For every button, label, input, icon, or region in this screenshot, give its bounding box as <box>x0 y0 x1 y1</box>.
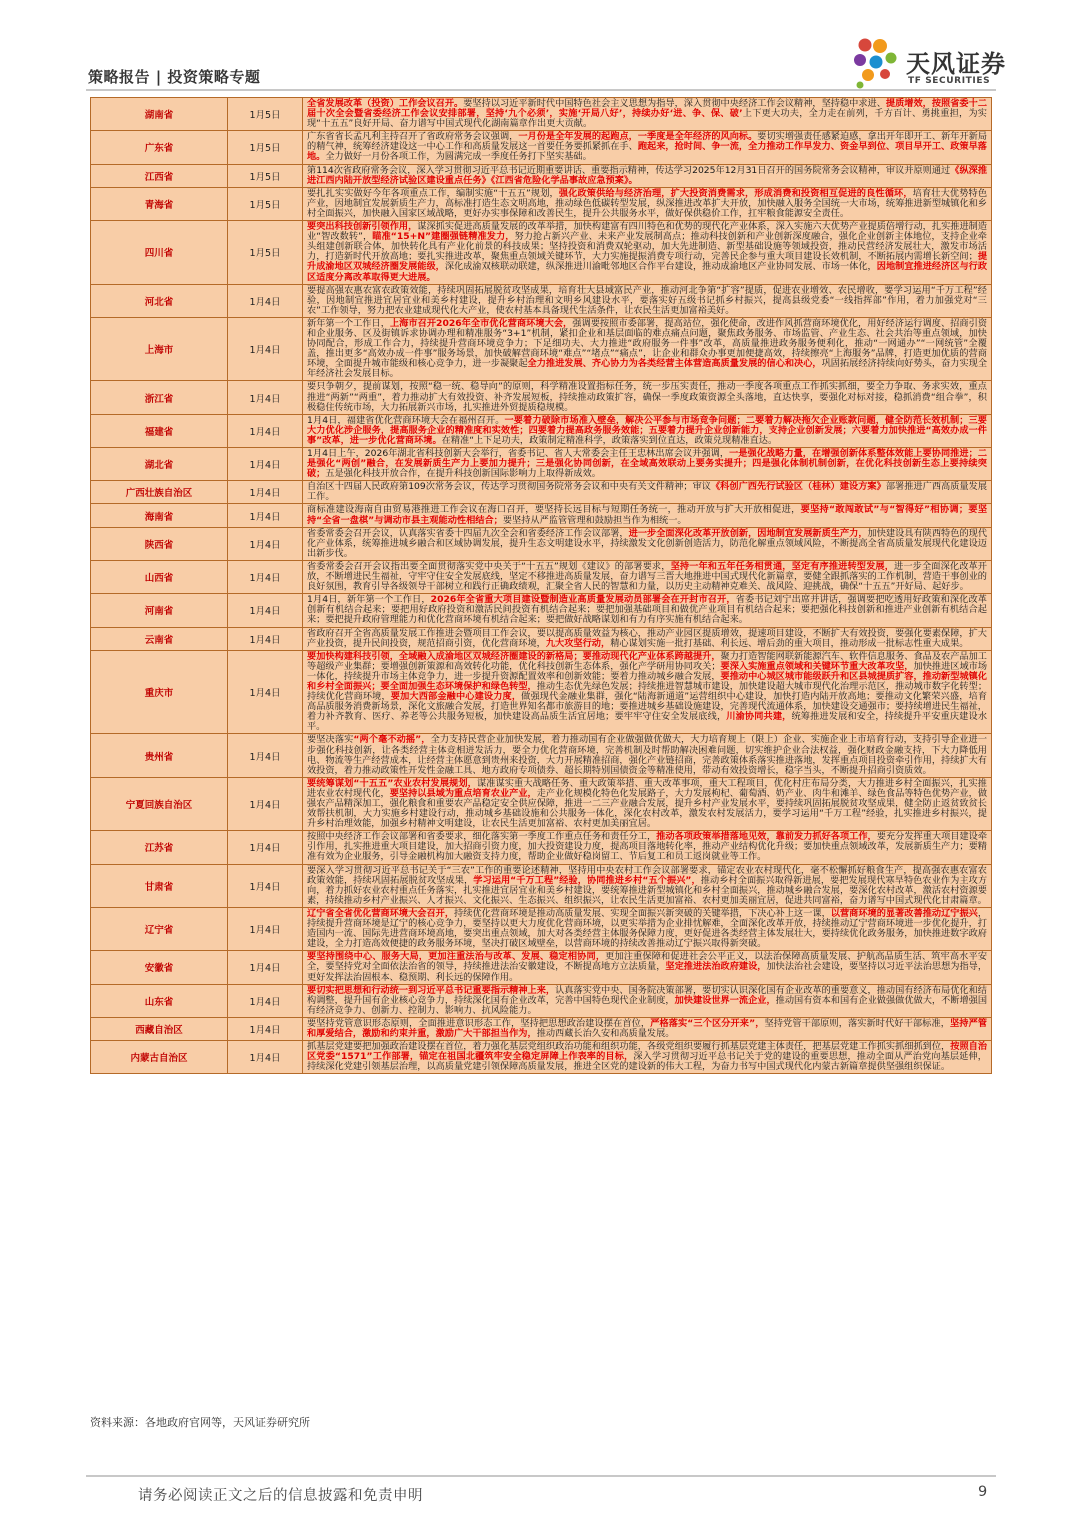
body-text: 要扎扎实实做好今年各项重点工作，编制实施“十五五”规划， <box>307 187 559 199</box>
date-cell: 1月5日 <box>228 98 303 131</box>
highlight-text: 《科创广西先行试验区（桂林）建设方案》 <box>710 481 886 493</box>
highlight-text: 提质增效，按照省委十二届十次全会暨省委经济工作会议安排部署，坚持‘九个必须’，实施‘开局八好’，持续办好‘进、争、保、破’ <box>307 98 988 120</box>
body-text: 省委常委会召开会议，认真落实省委十四届九次全会和省委经济工作会议部署， <box>307 527 629 539</box>
body-text: 培育壮大优势特色产业，因地制宜发展新质生产力，高标准打造生态文明高地，推动绿色低碳转型发展，纵深推进改革扩大开放，加快融入服务全国统一大市场，统筹推进新型城镇化和乡村全面振兴，加快融入国家区域战略，更好办实事保障和改善民生，提升公共服务水平，做好保供稳价工作，扛牢粮食能源安全责任。 <box>307 187 988 219</box>
highlight-text: 要统筹谋划“十五五”农业农村发展规划， <box>307 777 477 789</box>
highlight-text: 学习运用“千万工程”经验，协同推进乡村“五个振兴”， <box>473 874 701 886</box>
province-cell: 河北省 <box>91 284 228 317</box>
province-cell: 海南省 <box>91 504 228 527</box>
table-row <box>91 284 992 317</box>
highlight-text: 九大攻坚行动， <box>545 637 611 649</box>
body-text: 谋准谋实重大战略任务、重大政策举措、重大改革事项，重大工程项目，优化村庄布局分类，大力推进乡村全面振兴，扎实推进农业农村现代化， <box>307 777 987 799</box>
highlight-text: 要坚持围绕中心、服务大局，更加注重法治与改革、发展、稳定相协同， <box>307 951 606 963</box>
body-text: 抓基层党建要把加强政治建设摆在首位，着力强化基层党组织政治功能和组织功能，各级党组织要履行抓基层党建主体责任，把基层党建工作抓实抓细抓到位， <box>307 1041 951 1053</box>
body-text: 要只争朝夕，提前谋划，按照“稳一统、稳导向”的原则，科学精准设置指标任务，统一步压实责任，推动一季度各项重点工作抓实抓细，要全力争取、务求实效，重点推进“两新”“两重”，着力推动扩大有效投资、补齐发展短板，持续推动政策扩容，确保一季度政策资源全头落地，直达快享，要强化对标对接，稳抓消费“组合拳”，积极稳住传统市场，大力拓展新兴市场，扎实推进外贸提质稳规模。 <box>307 381 987 413</box>
content-cell <box>303 1041 992 1074</box>
date-cell: 1月5日 <box>228 221 303 285</box>
body-text: 努力抢占新兴产业、未来产业发展制高点；推动科技创新和产业创新深度融合，强化企业创新主体地位，支持企业牵头组建创新联合体，加快转化具有产业化前景的科技成果；坚持投资和消费双轮驱动，加大先进制造、新型基础设施等领域投资，推动民营经济发展壮大，激发市场活力，打造新时代开放高地；要扎实推进改革，聚焦重点领域关键环节，大力实施提振消费专项行动，完善民企参与重大项目建设长效机制，不断拓展内需增长新空间； <box>307 231 987 263</box>
date-cell: 1月4日 <box>228 504 303 527</box>
content-cell <box>303 284 992 317</box>
highlight-text: 要坚持“敢闯敢试”与“智得好”相协调；要坚持“全省一盘棋”与调动市县主观能动性相结合； <box>307 504 988 526</box>
body-text: 聚力打造智能网联新能源汽车、软件信息服务、食品及农产品加工等超级产业集群；要增强创新策源和高效转化功能，优化科技创新生态体系，强化产学研用协同攻关； <box>307 650 987 672</box>
table-row <box>91 317 992 381</box>
content-cell <box>303 131 992 164</box>
date-cell: 1月5日 <box>228 187 303 220</box>
table-row <box>91 131 992 164</box>
content-cell <box>303 381 992 414</box>
body-text: 推动生态优先绿色发展；持续推进智慧城市建设，加快建设超大城市现代化治理示范区，推动城市数字化转型；持续优化营商环境， <box>307 680 988 703</box>
highlight-text: 坚持严管和厚爱结合，激励和约束并重，激励广大干部担当作为， <box>307 1017 988 1039</box>
content-cell <box>303 560 992 593</box>
table-row <box>91 864 992 907</box>
province-cell: 贵州省 <box>91 734 228 777</box>
province-cell: 湖北省 <box>91 448 228 481</box>
date-cell: 1月4日 <box>228 1017 303 1040</box>
date-cell: 1月4日 <box>228 777 303 830</box>
table-row <box>91 98 992 131</box>
body-text: 新年第一个工作日， <box>307 317 390 329</box>
content-cell <box>303 481 992 504</box>
table-row <box>91 560 992 593</box>
province-cell: 重庆市 <box>91 650 228 734</box>
body-text: 商标准建设海南自由贸易港推进工作会议在海口召开，要坚持长远目标与短期任务统一，推动开放与扩大开放相促进， <box>307 504 801 516</box>
highlight-text: 要加大西部金融中心建设力度， <box>390 691 522 703</box>
highlight-text: 跑起来，抢时间、争一流，全力推动工作早发力、资金早到位、项目早开工、政策早落地。 <box>307 141 987 163</box>
body-text: 推动西藏长治久安和高质量发展。 <box>536 1027 675 1039</box>
logo-text: 天风证券 <box>906 50 1006 78</box>
table-row <box>91 831 992 864</box>
body-text: 推动乡村全面振兴取得新进展，要把发展现代寒旱特色农业作为主攻方向，着力抓好农业农村重点任务落实，扎实推进宜居宜业和美乡村建设，要统筹推进新型城镇化和乡村全面振兴，推动城乡融合发展，要深化农村改革，激活农村资源要素，持续推动乡村产业振兴、人才振兴、文化振兴、生态振兴、组织振兴，让农民生活更加富裕、农村更加美丽宜居，促进共同富裕，奋力谱写中国式现代化甘肃篇章。 <box>307 874 988 906</box>
table-row <box>91 1017 992 1040</box>
highlight-text: 一要着力破除市场准入壁垒，解决公平参与市场竞争问题；二要着力解决拖欠企业账款问题，健全防范长效机制；三要大力优化涉企服务，提高服务企业的精准度和实效性；四要着力提高政务服务效能；五要着力提升企业创新能力，支持企业创新发展；六要着力加快推进“高效办成一件事”改革，进一步优化营商环境。 <box>307 414 987 446</box>
table-row <box>91 164 992 187</box>
company-logo <box>850 36 1010 92</box>
date-cell: 1月4日 <box>228 734 303 777</box>
table-row <box>91 381 992 414</box>
content-cell <box>303 951 992 984</box>
content-cell <box>303 627 992 650</box>
table-row <box>91 777 992 830</box>
table-row <box>91 481 992 504</box>
date-cell: 1月4日 <box>228 481 303 504</box>
body-text: 1月4日上午，2026年湖北省科技创新大会举行，省委书记、省人大常委会主任王忠林出席会议并强调， <box>307 448 730 459</box>
content-cell <box>303 221 992 285</box>
content-cell <box>303 650 992 734</box>
province-cell: 宁夏回族自治区 <box>91 777 228 830</box>
body-text: 按照中央经济工作会议部署和省委要求，细化落实第一季度工作重点任务和责任分工， <box>307 831 657 843</box>
province-cell: 安徽省 <box>91 951 228 984</box>
content-cell <box>303 504 992 527</box>
date-cell: 1月4日 <box>228 627 303 650</box>
body-text: 深化成渝双核联动联建，纵深推进川渝毗邻地区合作平台建设，推动成渝地区产业协同发展、市场一体化， <box>444 261 877 273</box>
date-cell: 1月4日 <box>228 650 303 734</box>
highlight-text: 上海市召开2026年全市优化营商环境大会， <box>389 317 573 329</box>
date-cell: 1月4日 <box>228 527 303 560</box>
content-cell <box>303 907 992 950</box>
content-cell <box>303 1017 992 1040</box>
body-text: 坚持党管干部原则，落实新时代好干部标准， <box>764 1017 951 1029</box>
body-text: 强调要按照市委部署，提高站位，强化使命，改进作风抓营商环境优化，用好经济运行调度、招商引资和企业服务、区及街镇诉求协调办理和精准服务“3+1”机制，紧扣企业和基层面临的难点痛点问题，聚焦政务服务、市场监管、产业生态、社会共治等重点领域，加快协同配合，形成工作合力，持续提升营商环境竞争力；下足细功夫、大力推进“政府服务一件事”改革，高质量推进政务服务便利化，推动“一网通办”“一网统管”全覆盖，推出更多“高效办成一件事”服务场景，加快破解营商环境“难点”“堵点”“痛点”，让企业和群众办事更加便捷高效，持续擦亮“上海服务”品牌，打造更加优质的营商环境，全面提升城市能级和核心竞争力，进一步凝聚起 <box>307 317 988 370</box>
highlight-text: 坚定推进法治政府建设， <box>665 961 767 973</box>
body-text: 统筹推进发展和安全，持续提升平安重庆建设水平。 <box>307 711 988 733</box>
table-row <box>91 414 992 447</box>
body-text: 要充分发挥重大项目建设牵引作用，扎实推进重大项目建设，加大招商引资力度，加大投资建设力度，提高项目落地转化率，推动产业结构优化升级；要加快重点领域改革，发展新质生产力；要精准有效为企业服务，引导金融机构加大融资支持力度，帮助企业做好稳岗留工、节后复工和员工返岗就业等工作。 <box>307 831 988 863</box>
province-cell: 西藏自治区 <box>91 1017 228 1040</box>
body-text: 持续优化营商环境是推动高质量发展、实现全面振兴新突破的关键举措，下决心补上这一课， <box>454 907 831 919</box>
content-cell <box>303 164 992 187</box>
content-cell <box>303 527 992 560</box>
province-cell: 上海市 <box>91 317 228 381</box>
highlight-text: 《纵深推进江西内陆开放型经济试验区建设重点任务》《江西省危险化学品事故应急预案》。 <box>307 164 988 186</box>
highlight-text: 要突出科技创新引领作用， <box>307 221 418 233</box>
body-text: 全力支持民营企业加快发展，着力推动国有企业做强做优做大，大力培育规上（限上）企业、实施企业上市培育行动，支持引导企业进一步强化科技创新，让各类经营主体竞相迸发活力，要全力优化营商环境，完善机制及时帮助解决困难问题，切实维护企业合法权益，强化财政金融支持，下大力降低用电、物流等生产经营成本，让经营主体愿意到贵州来投资，大力开展精准招商，强化产业链招商，完善政策体系落实推进落地，发挥重点项目投资牵引作用，持续扩大有效投资，着力推动政策性开发性金融工具、地方政府专项债券、超长期特别国债资金等精准使用，带动有效投资增长，稳字当头，不断提升招商引资质效。 <box>307 734 988 776</box>
province-cell: 内蒙古自治区 <box>91 1041 228 1074</box>
table-row <box>91 734 992 777</box>
source-note: 资料来源：各地政府官网等，天风证券研究所 <box>90 1416 310 1429</box>
highlight-text: 坚持一年和五年任务相贯通，坚定有序推进转型发展， <box>670 560 895 572</box>
table-row <box>91 594 992 627</box>
highlight-text: 按照自治区党委“1571”工作部署，锚定在祖国北疆筑牢安全稳定屏障上作表率的目标， <box>307 1041 988 1063</box>
content-cell <box>303 864 992 907</box>
highlight-text: 要深入实施重点领域和关键环节重大改革攻坚， <box>720 660 914 672</box>
table-row <box>91 527 992 560</box>
province-cell: 陕西省 <box>91 527 228 560</box>
date-cell: 1月4日 <box>228 594 303 627</box>
body-text: 第114次省政府常务会议，深入学习贯彻习近平总书记近期重要讲话、重要指示精神，传达学习2025年12月31日召开的国务院常务会议精神，审议并原则通过 <box>307 164 951 176</box>
date-cell: 1月4日 <box>228 448 303 481</box>
content-cell <box>303 98 992 131</box>
highlight-text: 全省发展改革（投资）工作会议召开。 <box>307 98 464 109</box>
highlight-text: 以营商环境的显著改善推动辽宁振兴 <box>830 907 978 919</box>
province-cell: 浙江省 <box>91 381 228 414</box>
content-cell <box>303 831 992 864</box>
province-cell: 山西省 <box>91 560 228 593</box>
policy-table <box>90 97 992 1074</box>
date-cell: 1月4日 <box>228 560 303 593</box>
highlight-text: 因地制宜推进经济区与行政区适度分离改革取得更大进展。 <box>307 261 988 283</box>
province-cell: 广西壮族自治区 <box>91 481 228 504</box>
province-cell: 广东省 <box>91 131 228 164</box>
highlight-text: 严格落实“三个区分开来”， <box>650 1017 765 1029</box>
content-cell <box>303 734 992 777</box>
date-cell: 1月5日 <box>228 164 303 187</box>
province-cell: 辽宁省 <box>91 907 228 950</box>
date-cell: 1月4日 <box>228 414 303 447</box>
body-text: 加快建设具有陕西特色的现代化产业体系，统筹推进城乡融合和区域协调发展，提升生态文明建设水平，持续激发文化创新创造活力，防范化解重点领域风险，不断提高全省高质量发展现代化建设迈出新步伐。 <box>307 527 988 559</box>
body-text: 要坚持从严监管管理和鼓励担当作为相统一。 <box>502 514 687 526</box>
province-cell: 四川省 <box>91 221 228 285</box>
content-cell <box>303 317 992 381</box>
highlight-text: 要切实把思想和行动统一到习近平总书记重要指示精神上来， <box>307 984 556 996</box>
province-cell: 福建省 <box>91 414 228 447</box>
body-text: 自治区十四届人民政府第109次常务会议，传达学习贯彻国务院常务会议和中央有关文件精神；审议 <box>307 481 711 493</box>
table-row <box>91 448 992 481</box>
province-cell: 山东省 <box>91 984 228 1017</box>
date-cell: 1月4日 <box>228 864 303 907</box>
body-text: 巩固拓展经济持续向好势头，奋力实现全年经济社会发展目标。 <box>307 358 988 380</box>
body-text: 加快法治社会建设，要坚持以习近平法治思想为指导，更好发挥法治固根本、稳预期、利长远的保障作用。 <box>307 961 988 983</box>
table-row <box>91 504 992 527</box>
highlight-text: 瞄准“15+N”建圈强链精准发力， <box>372 231 515 243</box>
body-text: 认真落实党中央、国务院决策部署，要切实认识深化国有企业改革的重要意义，推动国有经济布局优化和结构调整，提升国有企业核心竞争力，持续深化国有企业改革，完善中国特色现代企业制度， <box>307 984 987 1006</box>
header-divider <box>86 89 996 91</box>
body-text: 省委书记刘宁出席并讲话，强调要把吃透用好政策和深化改革创新有机结合起来；要把用好政府投资和激活民间投资有机结合起来；要把加强基础项目和做优产业项目有机结合起来；要把强化科技创新和推进产业创新有机结合起来；要把提升政府管理能力和优化营商环境有机结合起来；要把做好战略谋划和有力有序实施有机结合起来。 <box>307 594 987 626</box>
province-cell: 河南省 <box>91 594 228 627</box>
content-cell <box>303 187 992 220</box>
date-cell: 1月4日 <box>228 317 303 381</box>
highlight-text: “两个毫不动摇”， <box>353 734 431 746</box>
body-text: 广东省省长孟凡利主持召开了省政府常务会议强调， <box>307 131 519 143</box>
body-text: 全力做好一月份各项工作，为圆满完成一季度任务打下坚实基础。 <box>325 151 592 163</box>
body-text: 省政府召开全省高质量发展工作推进会暨项目工作会议，要以提高质量效益为核心，推动产业园区提质增效，提速项目建设，不断扩大有效投资，要强化要素保障，扩大产业投资，提升民间投资，规范招商引资，优化营商环境， <box>307 627 987 649</box>
body-text: 要提高强农惠农富农政策效能，持续巩固拓展脱贫攻坚成果，培育壮大县域富民产业，推动河北争第“扩容”提质，促进农业增效、农民增收，要学习运用“千万工程”经验，因地制宜推进宜居宜业和美乡村建设，提升乡村治理和文明乡风建设水平，要落实好五级书记抓乡村振兴，提高县级党委“一线指挥部”作用，着力加强党对“三农”工作领导，努力把农业建成现代化大产业，使农村基本具备现代生活条件，让农民生活更加富裕美好。 <box>307 284 987 316</box>
content-cell <box>303 594 992 627</box>
highlight-text: 要推动中心城区城市能级跃升和区县城提质扩容，推动新型城镇化和乡村全面振兴；要全面加强生态环境保护和绿色转型， <box>307 670 987 692</box>
table-row <box>91 650 992 734</box>
body-text: 要深入学习贯彻习近平总书记关于“三农”工作的重要论述精神，坚持用中央农村工作会议部署要求，锚定农业农村现代化，毫不松懈抓好粮食生产，提高强农惠农富农政策效能，持续巩固拓展脱贫攻坚成果， <box>307 864 987 886</box>
body-text: ，持续提升营商环境是辽宁的核心竞争力，要坚持以更大力度优化营商环境，以更实举措为企业排忧解难，全面深化改革开放，持续推动辽宁营商环境进一步优化提升，打造国内一流、国际先进营商环境高地，要突出重点领域，加大对各类经营主体服务保障力度，更好促进各类经营主体发展壮大，要持续优化政务服务，加快推进数字政府建设，全力打造高效便捷的政务服务环境，坚决打破区域壁垒，以营商环境的持续改善推动辽宁振兴取得新突破。 <box>307 907 988 950</box>
body-text: 要坚持党管意识形态原则，全面推进意识形态工作，坚持把思想政治建设摆在首位， <box>307 1017 651 1029</box>
body-text: 推动国有资本和国有企业做强做优做大，不断增强国有经济竞争力、创新力、控制力、影响力、抗风险能力。 <box>307 994 988 1016</box>
province-cell: 甘肃省 <box>91 864 228 907</box>
table-row <box>91 951 992 984</box>
body-text: 省委常委会召开会议指出要全面贯彻落实党中央关于“十五五”规划《建议》的部署要求， <box>307 560 671 572</box>
date-cell: 1月4日 <box>228 1041 303 1074</box>
highlight-text: 要坚持以县域为重点培育农业产业， <box>389 787 537 799</box>
highlight-text: 进一步全面深化改革开放创新，因地制宜发展新质生产力， <box>628 527 868 539</box>
date-cell: 1月4日 <box>228 951 303 984</box>
logo-subtext: TF SECURITIES <box>908 76 991 86</box>
date-cell: 1月5日 <box>228 131 303 164</box>
tf-logo-icon <box>850 36 902 90</box>
content-cell <box>303 984 992 1017</box>
body-text: 深入学习贯彻习近平总书记关于党的建设的重要思想，推动全面从严治党向基层延伸，持续深化党建引领基层治理，以高质量党建引领保障高质量发展，推进全区党的建设新的伟大工程，为奋力书写中国式现代化内蒙古新篇章提供坚强组织保证。 <box>307 1051 987 1073</box>
highlight-text: 要加快构建科技引领，全域融入成渝地区双城经济圈建设的新格局；要推动现代化产业体系跨越提升， <box>307 650 721 662</box>
highlight-text: 一月份是全年发展的起跑点，一季度是全年经济的风向标。 <box>518 131 758 143</box>
highlight-text: 2026年全省重大项目建设暨制造业高质量发展动员部署会在开封市召开， <box>430 594 736 606</box>
highlight-text: 全力推进发展、齐心协力为各类经营主体营造高质量发展的信心和决心， <box>527 358 822 370</box>
table-row <box>91 907 992 950</box>
province-cell: 江苏省 <box>91 831 228 864</box>
body-text: 谋深抓实促进高质量发展的改革举措，加快构建富有四川特色和优势的现代化产业体系，深入实施六大优势产业提质倍增行动，扎实推进制造业“智改数转”， <box>307 221 988 243</box>
table-row <box>91 187 992 220</box>
page-number: 9 <box>978 1484 988 1500</box>
footer-divider <box>86 1475 996 1477</box>
table-row <box>91 1041 992 1074</box>
table-row <box>91 984 992 1017</box>
body-text: 要坚持以习近平新时代中国特色社会主义思想为指导，深入贯彻中央经济工作会议精神，坚持稳中求进、 <box>463 98 886 109</box>
body-text: 五是强化科技开放合作，在提升科技创新国际影响力上取得新成效。 <box>325 468 601 480</box>
body-text: 做强现代金融业集群，强化“陆海新通道”运营组织中心建设，加快打造内陆开放高地；要推动文化繁荣兴盛，培育高品质服务消费新场景，深化文旅融合发展，打造世界知名都市旅游目的地；要推进城乡基础设施建设，完善现代流通体系，加快建设交通强市；要持续增进民生福祉，着力补齐教育、医疗、养老等公共服务短板，加快建设高品质生活宜居地；要牢牢守住安全发展底线， <box>307 691 988 723</box>
content-cell <box>303 448 992 481</box>
highlight-text: 一是强化战略力量，在增强创新体系整体效能上要协同推进；二是强化“两创”融合，在发展新质生产力上要加力提升；三是强化协同创新，在全域高效联动上要务实提升；四是强化体制机制创新，在优化科技创新生态上要持续突破； <box>307 448 988 480</box>
date-cell: 1月4日 <box>228 984 303 1017</box>
highlight-text: 加快建设世界一流企业， <box>674 994 776 1006</box>
province-cell: 云南省 <box>91 627 228 650</box>
body-text: 加快推进区域市场一体化，持续提升市场主体竞争力，进一步提升资源配置效率和创新效能；要着力推动城乡融合发展， <box>307 660 988 682</box>
body-text: 进一步全面深化改革开放，不断增进民生福祉，守牢守住安全发展底线，坚定不移推进高质量发展，奋力谱写三晋大地推进中国式现代化新篇章，要健全跟抓落实的工作机制，营造干事创业的良好氛围，教育引导各级领导干部树立和践行正确政绩观，汇聚全省人民的智慧和力量，以历史主动精神克难关、战风险、迎挑战，确保“十五五”开好局、起好步。 <box>307 560 987 593</box>
body-text: 要切实增强责任感紧迫感，拿出开年即开工、新年开新局的精气神，统筹经济建设这一中心工作和高质量发展这一首要任务要抓紧抓在手、 <box>307 131 988 153</box>
date-cell: 1月4日 <box>228 831 303 864</box>
body-text: 精心谋划实施一批打基础、利长远、增后劲的重大项目，推动形成一批标志性重大成果。 <box>610 637 969 649</box>
table-row <box>91 627 992 650</box>
highlight-text: 推动各项政策举措落地见效，靠前发力抓好各项工作， <box>656 831 877 843</box>
highlight-text: 提升成渝地区双城经济圈发展能级， <box>307 251 988 273</box>
province-cell: 江西省 <box>91 164 228 187</box>
highlight-text: 川渝协同共建， <box>726 711 792 723</box>
report-category: 策略报告 | 投资策略专题 <box>88 68 261 86</box>
date-cell: 1月4日 <box>228 907 303 950</box>
province-cell: 青海省 <box>91 187 228 220</box>
body-text: 走产业化规模化特色化发展路子，大力发展枸杞、葡萄酒、奶产业、肉牛和滩羊、绿色食品等特色优势产业，做强农产品精深加工，强化粮食和重要农产品稳定安全供应保障，推进一二三产业融合发展，提升乡村产业发展水平，要持续巩固拓展脱贫攻坚成果，健全防止返贫致贫长效帮扶机制，大力实施乡村建设行动，推动城乡基础设施和公共服务一体化，深化农村改革，激发农村发展活力，要学习运用“千万工程”经验，扎实推进乡村振兴，提升乡村治理效能，加强乡村精神文明建设，让农民生活更加富裕、农村更加美丽宜居。 <box>307 787 988 830</box>
disclaimer-text: 请务必阅读正文之后的信息披露和免责申明 <box>138 1488 423 1504</box>
body-text: 1月4日，福建省优化营商环境大会在福州召开。 <box>307 414 505 426</box>
province-cell: 湖南省 <box>91 98 228 131</box>
body-text: 更加注重保障和促进社会公平正义，以法治保障高质量发展、护航高品质生活、筑牢高水平安全，要坚持党对全面依法治省的领导，持续推进法治安徽建设，不断提高地方立法质量， <box>307 951 988 973</box>
body-text: 1月4日，新年第一个工作日， <box>307 594 431 606</box>
body-text: 上下更大功夫，全力走在前列，千方百计、勇挑重担，为实现“十五五”良好开局、奋力谱写中国式现代化湖南篇章作出更大贡献。 <box>307 108 987 130</box>
body-text: 在精准“上下足功夫，政策制定精准科学，政策落实到位直达，政策兑现精准直达。 <box>441 434 778 446</box>
date-cell: 1月4日 <box>228 381 303 414</box>
body-text: 要坚决落实 <box>307 734 354 746</box>
highlight-text: 辽宁省全省优化营商环境大会召开， <box>307 907 455 919</box>
date-cell: 1月4日 <box>228 284 303 317</box>
content-cell <box>303 777 992 830</box>
content-cell <box>303 414 992 447</box>
highlight-text: 强化政策供给与经济治理，扩大投资消费需求，形成消费和投资相互促进的良性循环， <box>558 187 913 199</box>
table-row <box>91 221 992 285</box>
body-text: 部署推进广西高质量发展工作。 <box>307 481 988 503</box>
